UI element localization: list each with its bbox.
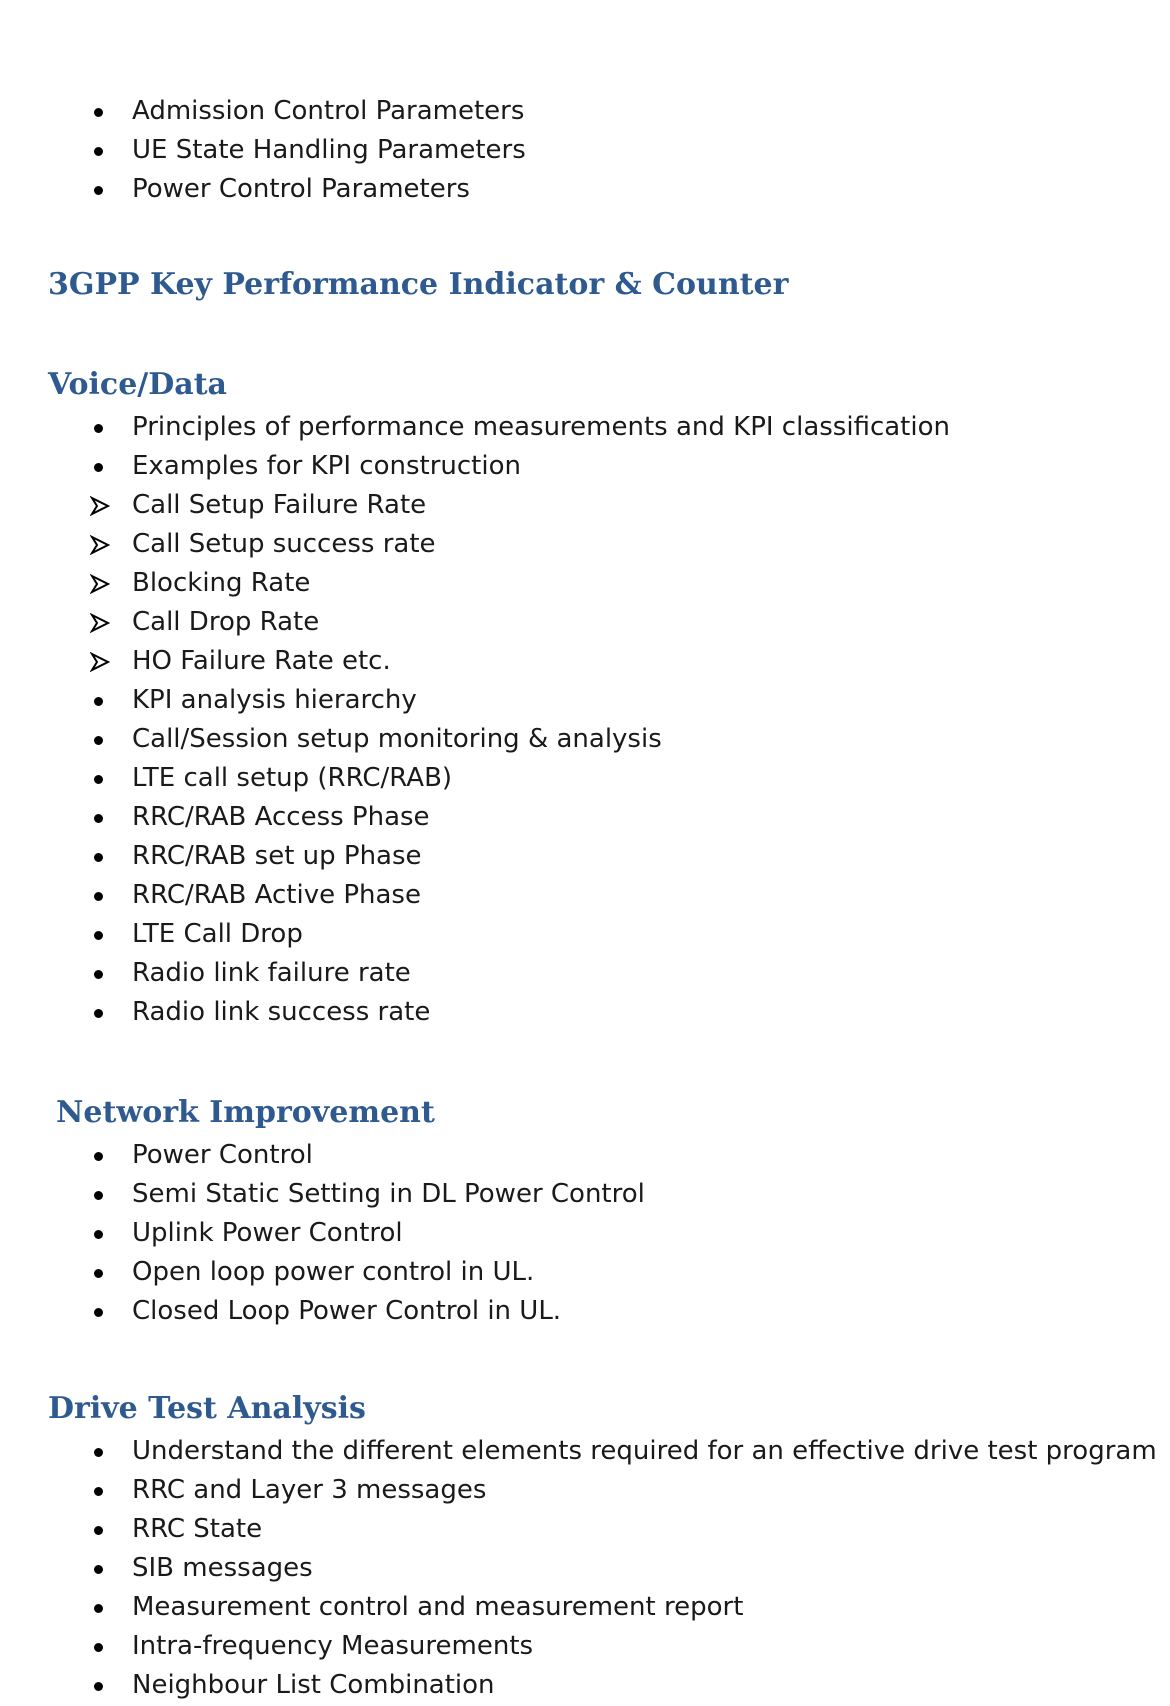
list-item-text: KPI analysis hierarchy [132,685,417,715]
list-item-text: Neighbour List Combination [132,1670,495,1700]
bullet-icon [88,837,112,876]
list-item-text: UE State Handling Parameters [132,135,526,165]
bullet-icon [88,1292,112,1331]
bullet-icon [88,447,112,486]
list-item-text: Call/Session setup monitoring & analysis [132,724,662,754]
list-item-text: Understand the different elements required for an effective drive test program [132,1436,1157,1466]
bullet-icon [88,1175,112,1214]
list-item-text: Radio link success rate [132,997,431,1027]
bullet-icon [88,876,112,915]
bullet-icon [88,1588,112,1627]
bullet-icon [88,681,112,720]
list-item-text: Semi Static Setting in DL Power Control [132,1179,645,1209]
drive-test-analysis-heading: Drive Test Analysis [48,1391,366,1426]
bullet-icon [88,1666,112,1705]
list-item-text: Intra-frequency Measurements [132,1631,534,1661]
list-item-text: Closed Loop Power Control in UL. [132,1296,562,1326]
bullet-icon [88,798,112,837]
bullet-icon [88,92,112,131]
list-item-text: Radio link failure rate [132,958,411,988]
list-item-text: RRC/RAB Active Phase [132,880,421,910]
arrow-bullet-icon [88,525,112,564]
bullet-icon [88,1214,112,1253]
list-item-text: Blocking Rate [132,568,311,598]
list-item-text: Examples for KPI construction [132,451,521,481]
bullet-icon [88,1627,112,1666]
bullet-icon [88,759,112,798]
bullet-icon [88,408,112,447]
bullet-icon [88,720,112,759]
bullet-icon [88,131,112,170]
arrow-bullet-icon [88,603,112,642]
list-item-text: Call Drop Rate [132,607,320,637]
list-item-text: Uplink Power Control [132,1218,403,1248]
list-item-text: LTE call setup (RRC/RAB) [132,763,453,793]
voice-data-heading: Voice/Data [48,367,227,402]
list-item-text: Power Control [132,1140,313,1170]
arrow-bullet-icon [88,486,112,525]
list-item-text: Call Setup success rate [132,529,436,559]
list-item-text: RRC State [132,1514,263,1544]
bullet-icon [88,170,112,209]
list-item-text: RRC/RAB set up Phase [132,841,422,871]
bullet-icon [88,1136,112,1175]
list-item-text: Measurement control and measurement report [132,1592,744,1622]
bullet-icon [88,1510,112,1549]
bullet-icon [88,954,112,993]
bullet-icon [88,1432,112,1471]
kpi-heading: 3GPP Key Performance Indicator & Counter [48,267,789,302]
list-item-text: RRC and Layer 3 messages [132,1475,487,1505]
arrow-bullet-icon [88,642,112,681]
list-item-text: Principles of performance measurements and KPI classification [132,412,950,442]
bullet-icon [88,915,112,954]
bullet-icon [88,993,112,1032]
list-item-text: RRC/RAB Access Phase [132,802,430,832]
bullet-icon [88,1253,112,1292]
list-item-text: HO Failure Rate etc. [132,646,391,676]
list-item-text: Call Setup Failure Rate [132,490,427,520]
bullet-icon [88,1549,112,1588]
list-item-text: Power Control Parameters [132,174,470,204]
list-item-text: Open loop power control in UL. [132,1257,535,1287]
list-item-text: LTE Call Drop [132,919,303,949]
network-improvement-heading: Network Improvement [56,1095,435,1130]
arrow-bullet-icon [88,564,112,603]
bullet-icon [88,1471,112,1510]
list-item-text: SIB messages [132,1553,313,1583]
list-item-text: Admission Control Parameters [132,96,525,126]
